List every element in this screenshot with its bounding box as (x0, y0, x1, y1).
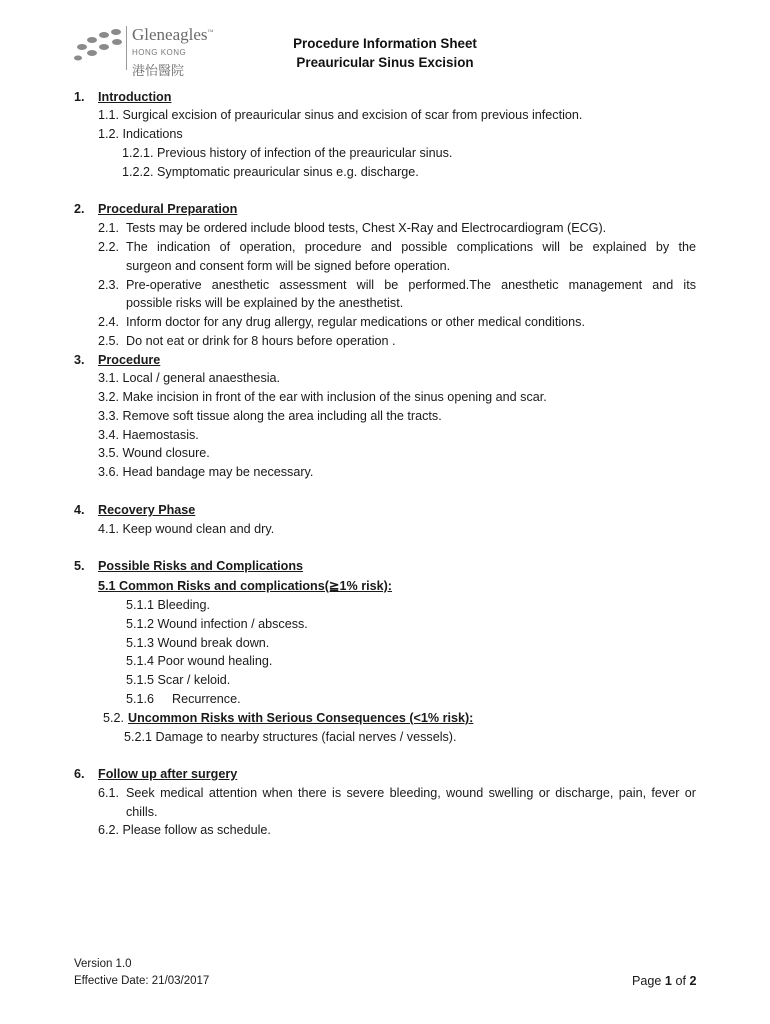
s2-item-2-line-2: surgeon and consent form will be signed before operation. (126, 259, 451, 273)
s3-item-5: 3.5. Wound closure. (98, 446, 210, 460)
footer-version: Version 1.0 (74, 958, 132, 970)
s3-item-3: 3.3. Remove soft tissue along the area including all the tracts. (98, 409, 442, 423)
s5-item-1-2: 5.1.2 Wound infection / abscess. (126, 617, 308, 631)
doc-subtitle: Preauricular Sinus Excision (296, 55, 474, 70)
s6-item-2: 6.2. Please follow as schedule. (98, 823, 271, 837)
page-total: 2 (689, 974, 697, 988)
s6-item-1-num: 6.1. (98, 786, 120, 800)
s2-item-2-line-1: The indication of operation, procedure and possible complications will be explained by the (126, 240, 696, 254)
s1-number: 1. (74, 90, 85, 104)
s5-heading: Possible Risks and Complications (98, 559, 304, 573)
s4-heading: Recovery Phase (98, 503, 196, 517)
s5-item-1-4: 5.1.4 Poor wound healing. (126, 654, 273, 668)
s1-item-2: 1.2. Indications (98, 127, 183, 141)
s2-number: 2. (74, 202, 85, 216)
logo-sub: HONG KONG (132, 48, 187, 57)
s6-item-1-line-1: Seek medical attention when there is severe bleeding, wound swelling or discharge, pain, fever or (126, 786, 696, 800)
s2-item-4: Inform doctor for any drug allergy, regular medications or other medical conditions. (126, 315, 585, 329)
footer-page-number (632, 974, 696, 988)
s1-item-1: 1.1. Surgical excision of preauricular sinus and excision of scar from previous infection. (98, 108, 583, 122)
s6-heading: Follow up after surgery (98, 767, 238, 781)
s5-number: 5. (74, 559, 85, 573)
s5-item-1-3: 5.1.3 Wound break down. (126, 636, 270, 650)
s1-item-2-1: 1.2.1. Previous history of infection of the preauricular sinus. (122, 146, 453, 160)
s3-item-4: 3.4. Haemostasis. (98, 428, 199, 442)
s6-number: 6. (74, 767, 85, 781)
s3-heading: Procedure (98, 353, 161, 367)
s6-item-1-line-2: chills. (126, 805, 158, 819)
s5-item-1-6: Recurrence. (172, 692, 241, 706)
s3-number: 3. (74, 353, 85, 367)
s3-item-2: 3.2. Make incision in front of the ear with inclusion of the sinus opening and scar. (98, 390, 547, 404)
s4-item-1: 4.1. Keep wound clean and dry. (98, 522, 275, 536)
doc-title: Procedure Information Sheet (293, 36, 477, 51)
s2-item-3-num: 2.3. (98, 278, 120, 292)
of-word: of (675, 974, 686, 988)
s5-item-1-1: 5.1.1 Bleeding. (126, 598, 211, 612)
page-current: 1 (664, 974, 672, 988)
s2-item-5-num: 2.5. (98, 334, 120, 348)
logo-name: Gleneagles™ (132, 25, 214, 44)
s5-sub-2-num: 5.2. (103, 711, 125, 725)
s2-item-1-num: 2.1. (98, 221, 120, 235)
s4-number: 4. (74, 503, 85, 517)
s2-item-3-line-1: Pre-operative anesthetic assessment will be performed.The anesthetic management and its (126, 278, 696, 292)
s1-item-2-2: 1.2.2. Symptomatic preauricular sinus e.g. discharge. (122, 165, 419, 179)
s3-item-6: 3.6. Head bandage may be necessary. (98, 465, 314, 479)
s2-item-2-num: 2.2. (98, 240, 120, 254)
s2-item-1: Tests may be ordered include blood tests, Chest X-Ray and Electrocardiogram (ECG). (126, 221, 607, 235)
s1-heading: Introduction (98, 90, 172, 104)
s5-sub-1-heading: 5.1 Common Risks and complications(≧1% risk): (98, 579, 392, 593)
s2-item-5: Do not eat or drink for 8 hours before operation . (126, 334, 396, 348)
s5-item-2-1: 5.2.1 Damage to nearby structures (facial nerves / vessels). (124, 730, 457, 744)
logo-chinese: 港怡醫院 (132, 63, 185, 78)
s5-item-1-5: 5.1.5 Scar / keloid. (126, 673, 231, 687)
s5-item-1-6-num: 5.1.6 (126, 692, 155, 706)
s5-sub-2-heading: Uncommon Risks with Serious Consequences (<1% risk): (128, 711, 474, 725)
page-word: Page (632, 974, 662, 988)
s2-heading: Procedural Preparation (98, 202, 238, 216)
footer-effective-date: Effective Date: 21/03/2017 (74, 975, 210, 987)
s3-item-1: 3.1. Local / general anaesthesia. (98, 371, 281, 385)
s2-item-4-num: 2.4. (98, 315, 120, 329)
s2-item-3-line-2: possible risks will be explained by the anesthetist. (126, 296, 404, 310)
